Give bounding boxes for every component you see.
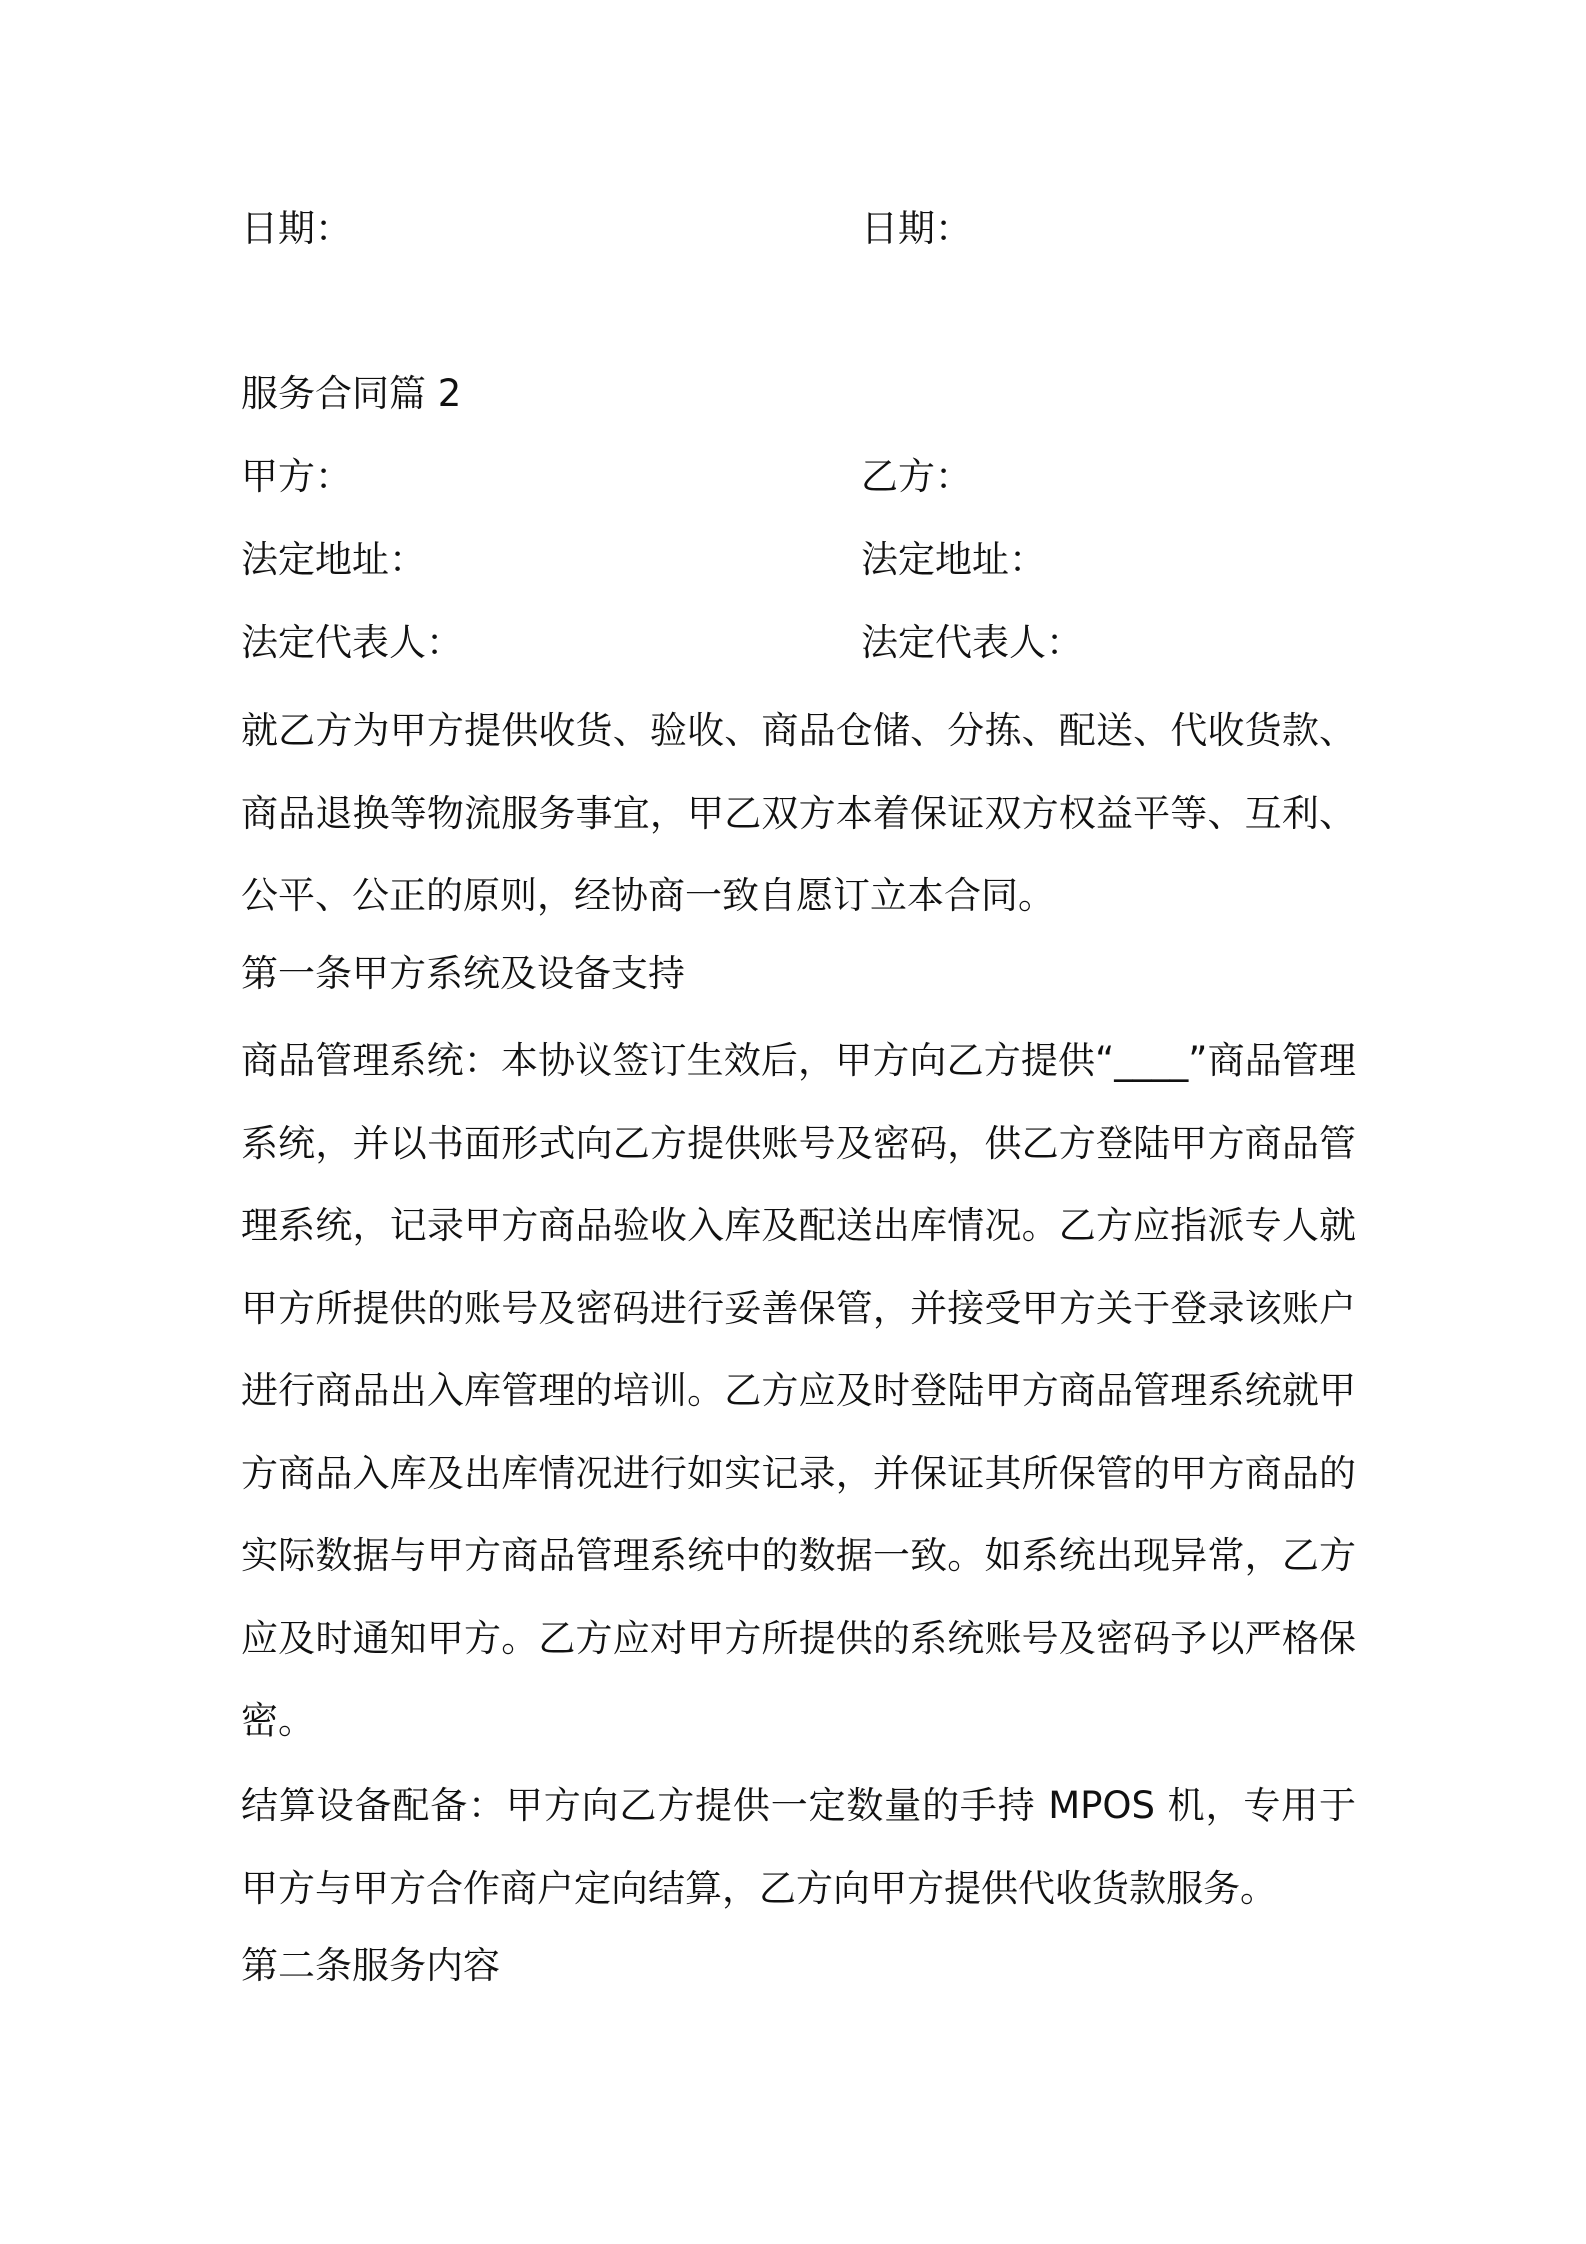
date-label-party-b: 日期： xyxy=(861,207,972,250)
party-b-address-label: 法定地址： xyxy=(861,538,1046,581)
party-a-representative-label: 法定代表人： xyxy=(241,621,463,664)
preamble-paragraph: 就乙方为甲方提供收货、验收、商品仓储、分拣、配送、代收货款、商品退换等物流服务事宜，甲乙双方本着保证双方权益平等、互利、公平、公正的原则，经协商一致自愿订立本合同。 xyxy=(241,709,1356,917)
party-a-address-label: 法定地址： xyxy=(241,538,426,581)
party-row xyxy=(241,455,972,498)
address-row xyxy=(241,538,1046,581)
section-title: 服务合同篇 2 xyxy=(241,372,462,415)
article-1-clause-equipment: 结算设备配备：甲方向乙方提供一定数量的手持 MPOS 机，专用于甲方与甲方合作商户定向结算，乙方向甲方提供代收货款服务。 xyxy=(241,1784,1356,1910)
signature-date-row xyxy=(241,207,972,250)
party-b-label: 乙方： xyxy=(861,455,972,498)
party-b-representative-label: 法定代表人： xyxy=(861,621,1083,664)
article-1-heading: 第一条甲方系统及设备支持 xyxy=(241,952,685,995)
article-2-heading: 第二条服务内容 xyxy=(241,1944,500,1987)
party-a-label: 甲方： xyxy=(241,455,352,498)
article-1-clause-system: 商品管理系统：本协议签订生效后，甲方向乙方提供“____”商品管理系统，并以书面形式向乙方提供账号及密码，供乙方登陆甲方商品管理系统，记录甲方商品验收入库及配送出库情况。乙方应指派专人就甲方所提供的账号及密码进行妥善保管，并接受甲方关于登录该账户进行商品出入库管理的培训。乙方应及时登陆甲方商品管理系统就甲方商品入库及出库情况进行如实记录，并保证其所保管的甲方商品的实际数据与甲方商品管理系统中的数据一致。如系统出现异常，乙方应及时通知甲方。乙方应对甲方所提供的系统账号及密码予以严格保密。 xyxy=(241,1039,1356,1742)
representative-row xyxy=(241,621,1083,664)
date-label-party-a: 日期： xyxy=(241,207,352,250)
